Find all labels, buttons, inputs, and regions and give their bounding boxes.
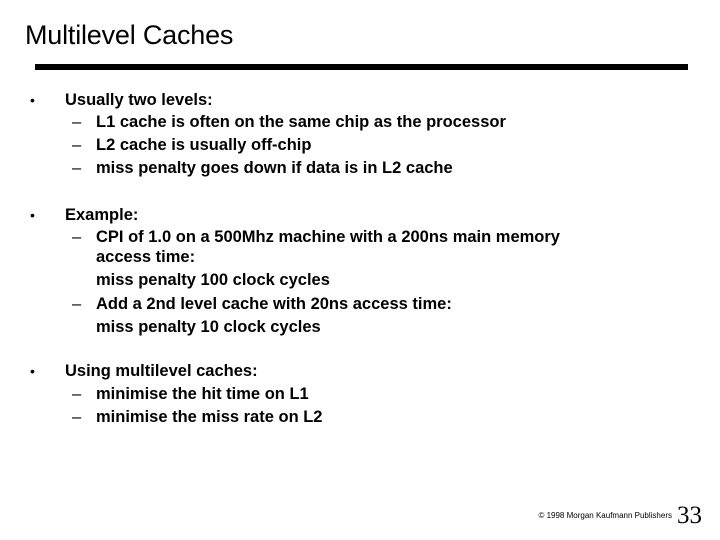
bullet-text: Usually two levels: <box>65 91 213 109</box>
dash-marker: – <box>72 159 82 177</box>
copyright-footer: © 1998 Morgan Kaufmann Publishers <box>538 511 672 520</box>
bullet-text: Using multilevel caches: <box>65 362 258 380</box>
sub-item-text: CPI of 1.0 on a 500Mhz machine with a 200ns main memory <box>96 228 560 246</box>
bullet-text: Example: <box>65 206 139 224</box>
dash-marker: – <box>72 228 82 246</box>
dash-marker: – <box>72 136 82 154</box>
sub-item-text: miss penalty goes down if data is in L2 cache <box>96 159 453 177</box>
dash-marker: – <box>72 408 82 426</box>
sub-item-text: minimise the hit time on L1 <box>96 385 309 403</box>
sub-item-text: L2 cache is usually off-chip <box>96 136 312 154</box>
sub-item-continuation: miss penalty 10 clock cycles <box>96 318 321 336</box>
dash-marker: – <box>72 113 82 131</box>
dash-marker: – <box>72 295 82 313</box>
sub-item-text: Add a 2nd level cache with 20ns access time: <box>96 295 452 313</box>
page-number: 33 <box>677 502 702 529</box>
bullet-dot: • <box>30 207 35 223</box>
dash-marker: – <box>72 385 82 403</box>
slide-title: Multilevel Caches <box>25 20 234 50</box>
bullet-dot: • <box>30 363 35 379</box>
sub-item-text: L1 cache is often on the same chip as the processor <box>96 113 506 131</box>
sub-item-continuation: miss penalty 100 clock cycles <box>96 271 330 289</box>
bullet-dot: • <box>30 92 35 108</box>
sub-item-text: minimise the miss rate on L2 <box>96 408 323 426</box>
sub-item-continuation: access time: <box>96 248 196 266</box>
